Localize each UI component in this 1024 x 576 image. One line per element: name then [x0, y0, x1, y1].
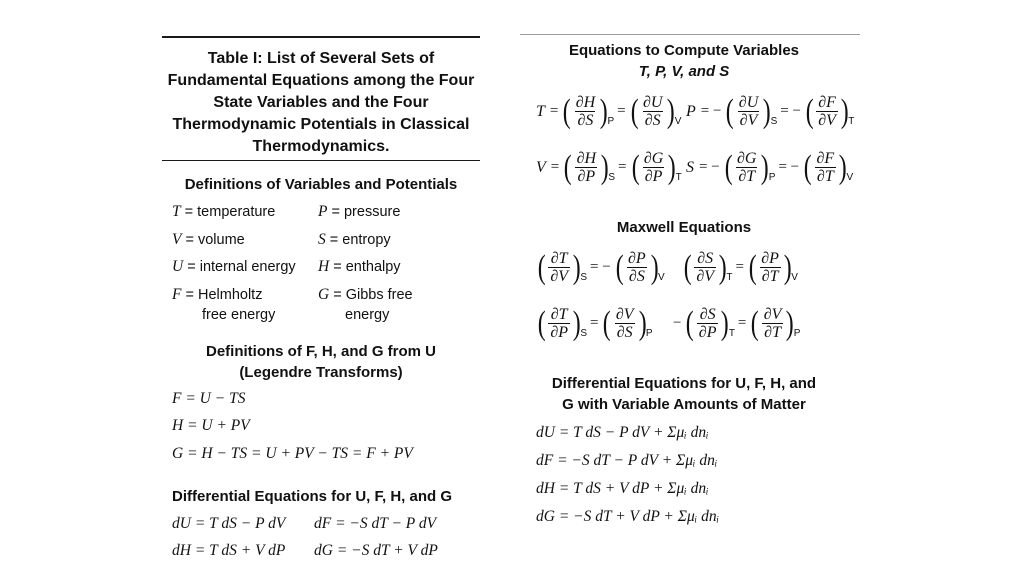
diff-equation: dH = T dS + V dP	[172, 542, 286, 559]
matter-heading: Differential Equations for U, F, H, and	[551, 375, 817, 392]
equation-P: P = − ( $\frac{\partial U}{\partial V}$ ) S = − ( $\frac{\partial F}{\partial V}$ ) T	[686, 92, 855, 130]
equation-T: T = ( $\frac{\partial H}{\partial S}$ ) P = ( $\frac{\partial U}{\partial S}$ ) V	[536, 92, 682, 130]
diff-equation: dF = −S dT − P dV	[314, 515, 437, 532]
maxwell-heading: Maxwell Equations	[616, 219, 752, 236]
defs-heading: Definitions of Variables and Potentials	[184, 176, 458, 193]
maxwell-equation: − ( $\frac{\partial S}{\partial P}$ ) T = ( $\frac{\partial V}{\partial T}$ ) P	[673, 304, 801, 342]
def-item: F = Helmholtz	[172, 286, 263, 303]
def-item: P = pressure	[318, 203, 401, 220]
equation-S: S = − ( $\frac{\partial G}{\partial T}$ ) P = − ( $\frac{\partial F}{\partial T}$ ) V	[686, 148, 854, 186]
title-rule	[162, 160, 480, 161]
maxwell-equation: ( $\frac{\partial T}{\partial V}$ ) S = − ( $\frac{\partial P}{\partial S}$ ) V	[537, 248, 665, 286]
def-item: U = internal energy	[172, 258, 296, 275]
def-item: G = Gibbs free	[318, 286, 413, 303]
matter-equation: dH = T dS + V dP + Σμᵢ dnᵢ	[536, 480, 709, 497]
def-continuation: free energy	[202, 307, 276, 323]
legendre-subheading: (Legendre Transforms)	[239, 364, 403, 381]
def-continuation: energy	[345, 307, 390, 323]
diff-equation: dU = T dS − P dV	[172, 515, 286, 532]
maxwell-equation: ( $\frac{\partial T}{\partial P}$ ) S = ( $\frac{\partial V}{\partial S}$ ) P	[537, 304, 653, 342]
top-rule	[162, 36, 480, 38]
left-column	[162, 0, 482, 576]
legendre-equation: F = U − TS	[172, 390, 246, 407]
right-column	[520, 0, 860, 576]
matter-equation: dF = −S dT − P dV + Σμᵢ dnᵢ	[536, 452, 718, 469]
def-item: H = enthalpy	[318, 258, 401, 275]
matter-equation: dU = T dS − P dV + Σμᵢ dnᵢ	[536, 424, 709, 441]
def-item: T = temperature	[172, 203, 276, 220]
legendre-equation: H = U + PV	[172, 417, 250, 434]
compute-subheading: T, P, V, and S	[638, 63, 730, 80]
diff-equation: dG = −S dT + V dP	[314, 542, 438, 559]
matter-equation: dG = −S dT + V dP + Σμᵢ dnᵢ	[536, 508, 720, 525]
matter-subheading: G with Variable Amounts of Matter	[562, 396, 806, 413]
legendre-heading: Definitions of F, H, and G from U	[206, 343, 436, 360]
equation-V: V = ( $\frac{\partial H}{\partial P}$ ) S = ( $\frac{\partial G}{\partial P}$ ) T	[536, 148, 682, 186]
compute-heading: Equations to Compute Variables	[568, 42, 800, 59]
def-item: S = entropy	[318, 231, 391, 248]
legendre-equation: G = H − TS = U + PV − TS = F + PV	[172, 445, 413, 462]
def-item: V = volume	[172, 231, 245, 248]
right-top-rule	[520, 34, 860, 35]
maxwell-equation: ( $\frac{\partial S}{\partial V}$ ) T = ( $\frac{\partial P}{\partial T}$ ) V	[683, 248, 798, 286]
table-title: Table I: List of Several Sets of Fundamental Equations among the Four State Variables and the Four Thermodynamic Potentials in Classical Thermodynamics.	[167, 50, 475, 155]
diff-heading: Differential Equations for U, F, H, and G	[172, 488, 453, 505]
